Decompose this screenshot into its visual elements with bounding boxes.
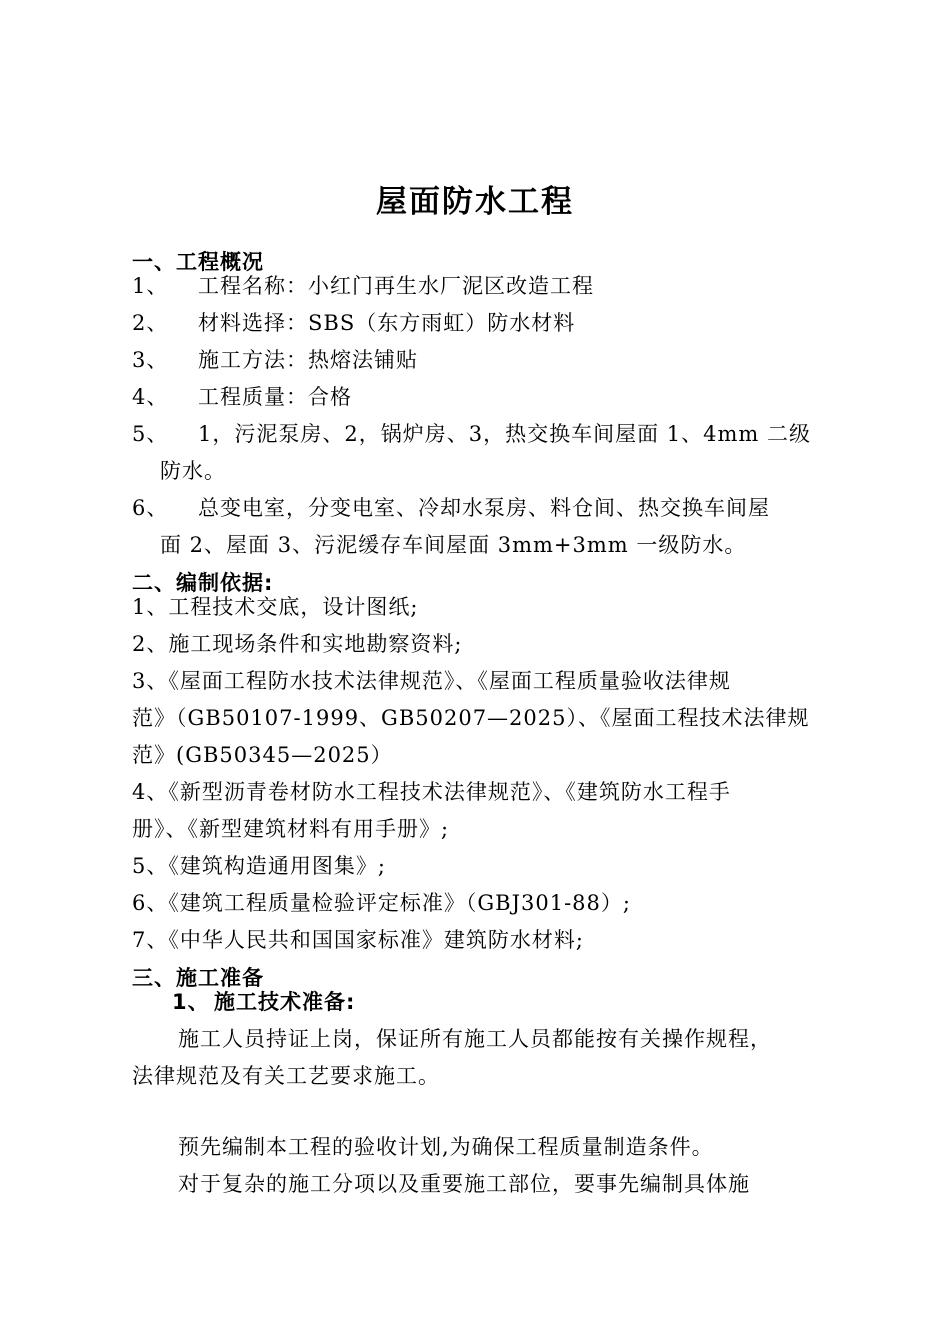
body-line: 法律规范及有关工艺要求施工。 xyxy=(132,1064,440,1088)
list-item-text: 1，污泥泵房、2，锅炉房、3，热交换车间屋面 1、4mm 二级 xyxy=(198,422,811,446)
body-line: 5、《建筑构造通用图集》; xyxy=(132,854,386,878)
list-item-text: 工程质量：合格 xyxy=(198,385,352,409)
section-heading-preparation: 三、施工准备 xyxy=(132,966,264,990)
list-item-continuation: 防水。 xyxy=(160,459,226,483)
body-line: 7、《中华人民共和国国家标准》建筑防水材料; xyxy=(132,928,584,952)
body-line: 范》(GB50345—2025） xyxy=(132,743,393,767)
body-line: 6、《建筑工程质量检验评定标准》（GBJ301-88）; xyxy=(132,891,631,915)
list-item-text: 施工方法：热熔法铺贴 xyxy=(198,348,418,372)
list-item-num: 3、 xyxy=(132,348,169,372)
list-item-text: 总变电室，分变电室、冷却水泵房、料仓间、热交换车间屋 xyxy=(198,496,770,520)
body-line: 施工人员持证上岗，保证所有施工人员都能按有关操作规程， xyxy=(178,1027,772,1051)
list-item-text: 工程名称：小红门再生水厂泥区改造工程 xyxy=(198,274,594,298)
list-item-num: 1、 xyxy=(132,274,169,298)
body-line: 预先编制本工程的验收计划,为确保工程质量制造条件。 xyxy=(178,1135,714,1159)
list-item-continuation: 面 2、屋面 3、污泥缓存车间屋面 3mm+3mm 一级防水。 xyxy=(160,533,747,557)
body-line: 范》（GB50107-1999、GB50207—2025）、《屋面工程技术法律规 xyxy=(132,706,810,730)
list-item-num: 6、 xyxy=(132,496,169,520)
body-line: 对于复杂的施工分项以及重要施工部位，要事先编制具体施 xyxy=(178,1172,750,1196)
list-item-num: 2、 xyxy=(132,311,169,335)
body-line: 册》、《新型建筑材料有用手册》; xyxy=(132,817,450,841)
subsection-heading: 施工技术准备: xyxy=(214,990,356,1014)
body-line: 2、施工现场条件和实地勘察资料; xyxy=(132,632,463,656)
list-item-num: 4、 xyxy=(132,385,169,409)
body-line: 1、工程技术交底，设计图纸; xyxy=(132,595,419,619)
body-line: 3、《屋面工程防水技术法律规范》、《屋面工程质量验收法律规 xyxy=(132,669,731,693)
list-item-num: 5、 xyxy=(132,422,169,446)
page-title: 屋面防水工程 xyxy=(376,184,574,220)
section-heading-basis: 二、编制依据: xyxy=(132,571,274,595)
section-heading-overview: 一、工程概况 xyxy=(132,250,264,274)
subsection-num: 1、 xyxy=(172,990,210,1014)
body-line: 4、《新型沥青卷材防水工程技术法律规范》、《建筑防水工程手 xyxy=(132,780,731,804)
list-item-text: 材料选择：SBS（东方雨虹）防水材料 xyxy=(198,311,576,335)
